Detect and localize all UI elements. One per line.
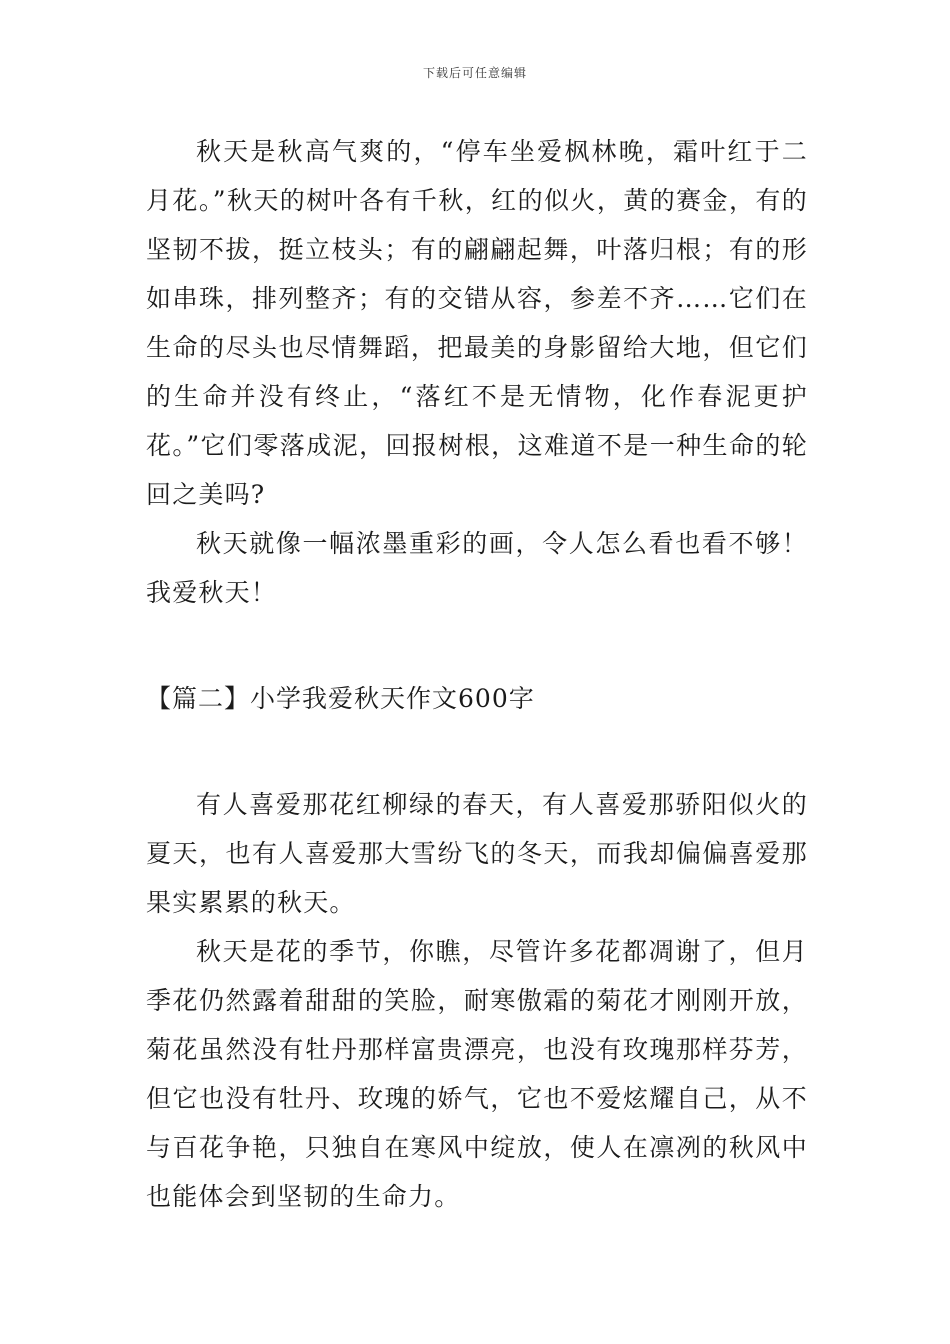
section-title: 【篇二】小学我爱秋天作文600字 bbox=[146, 684, 535, 713]
paragraph-autumn-leaves: 秋天是秋高气爽的，“停车坐爱枫林晚，霜叶红于二月花。”秋天的树叶各有千秋，红的似火，黄的赛金，有的坚韧不拔，挺立枝头；有的翩翩起舞，叶落归根；有的形如串珠，排列整齐；有的交错从容，参差不齐……它们在生命的尽头也尽情舞蹈，把最美的身影留给大地，但它们的生命并没有终止，“落红不是无情物，化作春泥更护花。”它们零落成泥，回报树根，这难道不是一种生命的轮回之美吗? bbox=[146, 137, 808, 509]
paragraph-seasons: 有人喜爱那花红柳绿的春天，有人喜爱那骄阳似火的夏天，也有人喜爱那大雪纷飞的冬天，而我却偏偏喜爱那果实累累的秋天。 bbox=[146, 790, 808, 917]
document-body bbox=[146, 127, 808, 1221]
paragraph-chrysanthemum: 秋天是花的季节，你瞧，尽管许多花都凋谢了，但月季花仍然露着甜甜的笑脸，耐寒傲霜的菊花才刚刚开放，菊花虽然没有牡丹那样富贵漂亮，也没有玫瑰那样芬芳，但它也没有牡丹、玫瑰的娇气，它也不爱炫耀自己，从不与百花争艳，只独自在寒风中绽放，使人在凛冽的秋风中也能体会到坚韧的生命力。 bbox=[146, 937, 808, 1211]
page-header: 下载后可任意编辑 bbox=[422, 66, 527, 80]
paragraph-autumn-painting: 秋天就像一幅浓墨重彩的画，令人怎么看也看不够！我爱秋天！ bbox=[146, 529, 808, 607]
section-spacer bbox=[146, 723, 808, 780]
